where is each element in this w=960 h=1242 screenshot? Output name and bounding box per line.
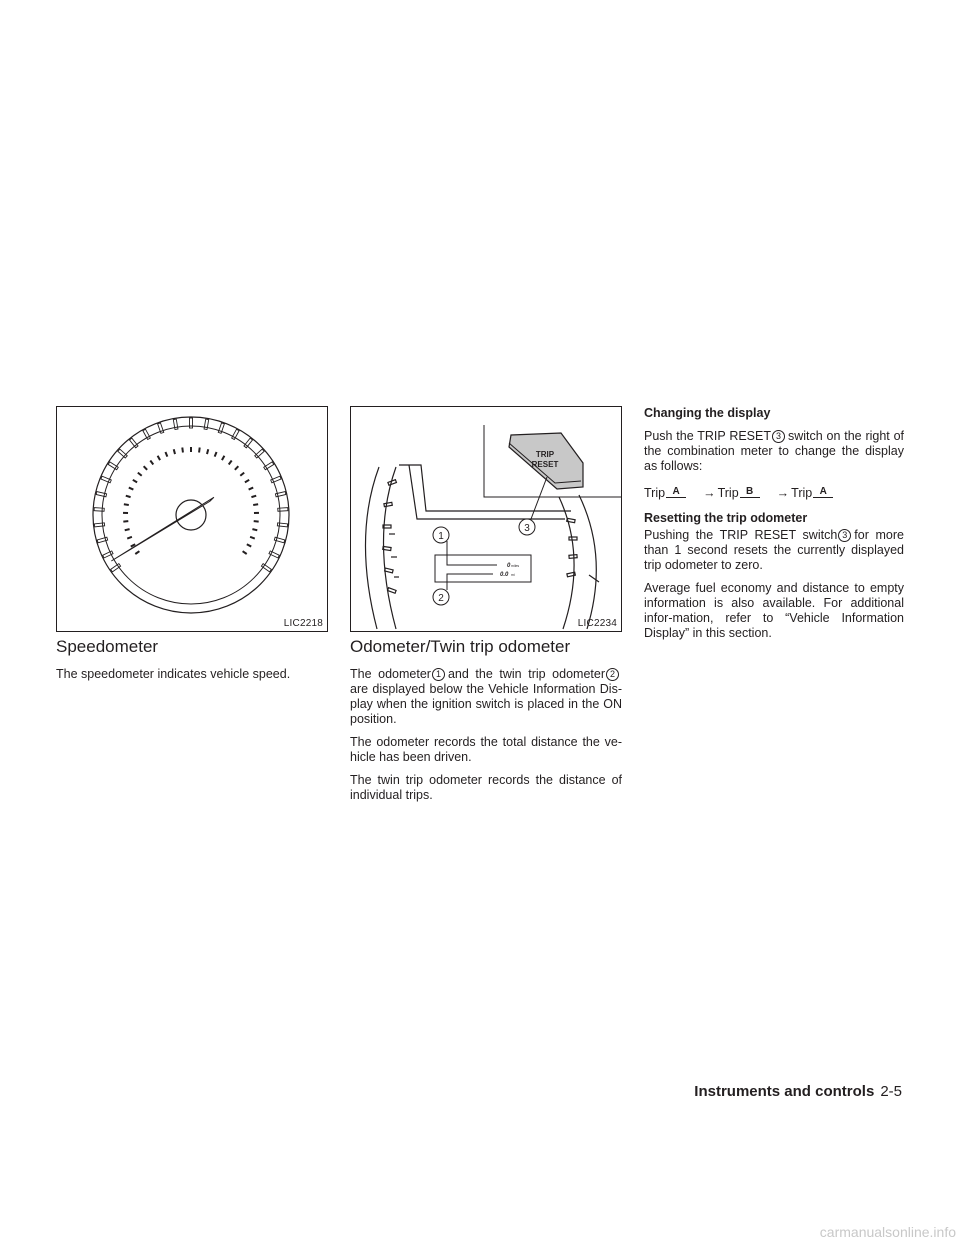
- resetting-p1-start: Pushing the TRIP RESET switch: [644, 528, 838, 542]
- speedometer-body: The speedometer indicates vehicle speed.: [56, 667, 291, 681]
- gauge-minor-tick: [182, 448, 183, 453]
- gauge-minor-tick: [243, 551, 247, 554]
- gauge-minor-tick: [235, 466, 238, 470]
- gauge-tick: [269, 551, 279, 558]
- gauge-minor-tick: [229, 461, 232, 465]
- odometer-paragraph-2: The odometer records the total distance the ve-hicle has been driven.: [350, 735, 622, 764]
- gauge-minor-tick: [240, 473, 244, 476]
- trip-sequence: [644, 486, 904, 501]
- odometer-figure: [350, 406, 622, 632]
- callout-number-3: 3: [838, 529, 851, 542]
- trip-word-2: Trip: [717, 486, 739, 500]
- trip-a-icon: A: [813, 486, 833, 498]
- resetting-p1-end: for more than 1 second resets the currently displayed trip odometer to zero.: [644, 528, 904, 572]
- odometer-p1-mid: and the twin trip odometer: [447, 667, 605, 681]
- odometer-paragraph-1: [350, 667, 622, 727]
- gauge-minor-tick: [250, 537, 255, 539]
- gauge-minor-tick: [126, 496, 131, 497]
- gauge-tick: [278, 508, 288, 512]
- callout-number-1: 1: [432, 668, 445, 681]
- gauge-tick: [108, 462, 118, 470]
- gauge-tick: [255, 449, 264, 458]
- gauge-minor-tick: [247, 544, 251, 546]
- display-section: [644, 406, 904, 649]
- odometer-paragraph-3: The twin trip odometer records the distance of individual trips.: [350, 773, 622, 802]
- gauge-minor-tick: [215, 452, 217, 457]
- display-odo-value: 0: [507, 563, 511, 569]
- gauge-minor-tick: [125, 529, 130, 530]
- gauge-minor-tick: [150, 461, 153, 465]
- gauge-minor-tick: [135, 551, 139, 554]
- gauge-tick: [103, 551, 113, 558]
- gauge-minor-tick: [199, 448, 200, 453]
- callout-number-3: 3: [772, 430, 785, 443]
- arrow-icon: →: [776, 486, 790, 500]
- callout-number-2: 2: [606, 668, 619, 681]
- trip-word-1: Trip: [644, 486, 666, 500]
- callout-3: 3: [524, 523, 530, 534]
- odometer-p1-end: are displayed below the Vehicle Information Dis-play when the ignition switch is placed in the ON position.: [350, 682, 622, 726]
- odometer-heading: Odometer/Twin trip odometer: [350, 637, 571, 656]
- page-number: 2-5: [880, 1083, 902, 1100]
- gauge-tick: [271, 476, 281, 483]
- trip-reset-label-1: TRIP: [535, 450, 555, 459]
- display-trip-value: 0.0: [500, 572, 509, 578]
- gauge-tick: [101, 476, 111, 483]
- speedometer-heading: Speedometer: [56, 637, 159, 656]
- odometer-p1-start: The odometer: [350, 667, 431, 681]
- gauge-minor-tick: [138, 473, 142, 476]
- changing-display-heading: Changing the display: [644, 406, 771, 420]
- trip-word-3: Trip: [791, 486, 813, 500]
- section-title: Instruments and controls: [694, 1083, 875, 1100]
- gauge-tick: [94, 508, 104, 512]
- gauge-tick: [94, 523, 104, 527]
- trip-a-icon: A: [666, 486, 686, 498]
- speedometer-illustration: [57, 407, 329, 633]
- gauge-minor-tick: [252, 529, 257, 530]
- trip-b-icon: B: [740, 486, 760, 498]
- changing-paragraph: [644, 429, 904, 474]
- gauge-minor-tick: [174, 449, 175, 454]
- trip-reset-label-2: RESET: [531, 460, 559, 469]
- callout-2: 2: [438, 593, 444, 604]
- figure-id-label: LIC2218: [283, 618, 323, 629]
- page-footer: [694, 1083, 902, 1100]
- changing-p1-start: Push the TRIP RESET: [644, 429, 771, 443]
- gauge-minor-tick: [129, 488, 134, 490]
- gauge-minor-tick: [253, 504, 258, 505]
- gauge-outer-ring: [93, 417, 289, 613]
- gauge-minor-tick: [127, 537, 132, 539]
- gauge-minor-tick: [251, 496, 256, 497]
- callout-1: 1: [438, 531, 444, 542]
- odometer-illustration: [351, 407, 623, 633]
- gauge-tick: [118, 449, 127, 458]
- figure-id-label: LIC2234: [577, 618, 617, 629]
- display-odo-unit: miles: [511, 564, 520, 568]
- gauge-minor-tick: [207, 449, 208, 454]
- resetting-paragraph-2: Average fuel economy and distance to empty information is also available. For additional infor-mation, refer to “Vehicle Information Display” in this section.: [644, 581, 904, 640]
- resetting-heading: Resetting the trip odometer: [644, 511, 808, 525]
- gauge-minor-tick: [245, 480, 249, 483]
- gauge-inner-ring: [102, 426, 280, 604]
- gauge-minor-tick: [222, 456, 224, 460]
- gauge-minor-tick: [144, 466, 147, 470]
- gauge-tick: [143, 429, 150, 439]
- gauge-minor-tick: [165, 452, 167, 457]
- gauge-minor-tick: [158, 456, 160, 460]
- gauge-minor-tick: [124, 504, 129, 505]
- odometer-section: [350, 637, 622, 811]
- changing-p1-end: switch on the right of the combination meter to change the display as follows:: [644, 429, 904, 473]
- gauge-tick: [277, 523, 287, 527]
- speedometer-section: [56, 637, 328, 690]
- gauge-minor-tick: [133, 480, 137, 483]
- display-trip-unit: mi: [511, 573, 515, 577]
- gauge-minor-tick: [249, 488, 254, 490]
- speedometer-figure: [56, 406, 328, 632]
- watermark: carmanualsonline.info: [819, 1224, 956, 1240]
- gauge-tick: [264, 462, 274, 470]
- gauge-tick: [232, 429, 239, 439]
- arrow-icon: →: [703, 486, 716, 500]
- resetting-paragraph-1: [644, 528, 904, 573]
